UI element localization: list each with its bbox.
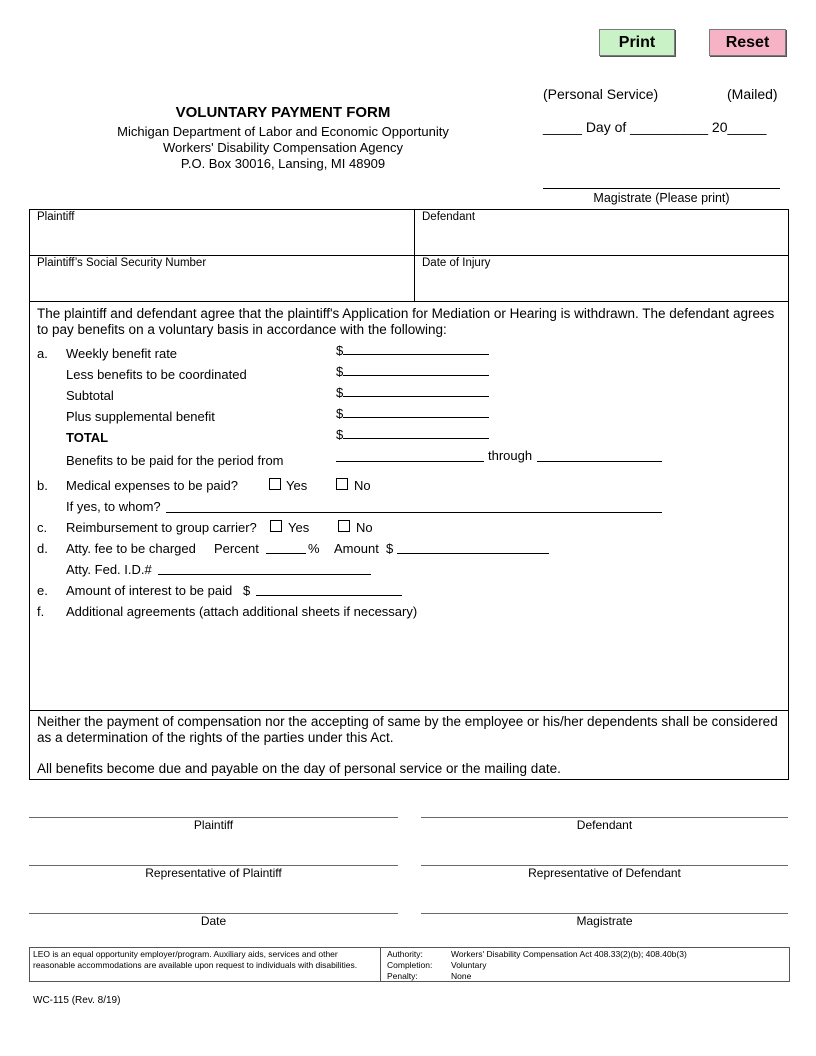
plaintiff-signature-label: Plaintiff (193, 818, 234, 832)
defendant-label: Defendant (422, 211, 476, 223)
additional-agreements-label: Additional agreements (attach additional sheets if necessary) (66, 604, 418, 619)
less-benefits-field[interactable] (336, 363, 489, 379)
subtotal-label: Subtotal (66, 388, 114, 403)
item-e-letter: e. (37, 583, 48, 598)
reimbursement-no-label: No (356, 520, 373, 535)
medical-yes-checkbox[interactable] (269, 478, 281, 490)
atty-fee-label: Atty. fee to be charged (66, 541, 196, 556)
period-label: Benefits to be paid for the period from (66, 453, 284, 468)
item-a-letter: a. (37, 346, 48, 361)
percent-field[interactable] (266, 540, 306, 554)
agency-line-1: Michigan Department of Labor and Economic Opportunity (117, 124, 449, 139)
agency-address: P.O. Box 30016, Lansing, MI 48909 (180, 156, 386, 171)
notice-paragraph-2: All benefits become due and payable on the day of personal service or the mailing date. (37, 761, 561, 776)
weekly-benefit-field[interactable] (336, 342, 489, 358)
rep-plaintiff-signature-label: Representative of Plaintiff (145, 866, 282, 880)
reimbursement-no-checkbox[interactable] (338, 520, 350, 532)
dollar-sign: $ (336, 385, 344, 400)
plaintiff-label: Plaintiff (37, 211, 75, 223)
date-signature-label: Date (200, 914, 227, 928)
medical-no-checkbox[interactable] (336, 478, 348, 490)
item-f-letter: f. (37, 604, 45, 619)
dollar-sign: $ (336, 364, 344, 379)
defendant-cell[interactable] (414, 209, 789, 256)
medical-yes-label: Yes (286, 478, 308, 493)
form-title: VOLUNTARY PAYMENT FORM (175, 104, 391, 121)
item-b-letter: b. (37, 478, 48, 493)
penalty-label: Penalty: (387, 971, 418, 981)
reset-button[interactable]: Reset (709, 29, 786, 56)
rep-defendant-signature-label: Representative of Defendant (528, 866, 681, 880)
to-whom-field[interactable] (166, 499, 662, 513)
defendant-signature-label: Defendant (576, 818, 633, 832)
day-of-field[interactable]: _____ Day of __________ 20_____ (543, 119, 767, 135)
subtotal-field[interactable] (336, 384, 489, 400)
plaintiff-cell[interactable] (29, 209, 415, 256)
footer-divider (380, 947, 381, 982)
completion-value: Voluntary (451, 960, 487, 970)
medical-no-label: No (354, 478, 371, 493)
less-benefits-label: Less benefits to be coordinated (66, 367, 247, 382)
medical-expenses-label: Medical expenses to be paid? (66, 478, 239, 493)
print-button[interactable]: Print (599, 29, 675, 56)
interest-field[interactable] (256, 582, 402, 596)
date-of-injury-label: Date of Injury (422, 257, 491, 269)
weekly-benefit-label: Weekly benefit rate (66, 346, 178, 361)
percent-sign: % (308, 541, 320, 556)
eeo-statement: LEO is an equal opportunity employer/program. Auxiliary aids, services and other reasonable accommodations are available upon request to individuals with disabilities. (33, 949, 358, 970)
period-from-field[interactable] (336, 448, 484, 462)
atty-fed-id-field[interactable] (158, 561, 371, 575)
authority-value: Workers' Disability Compensation Act 408.33(2)(b); 408.40b(3) (451, 949, 687, 959)
penalty-value: None (451, 971, 472, 981)
through-label: through (488, 448, 533, 463)
reimbursement-yes-label: Yes (288, 520, 310, 535)
dollar-sign: $ (336, 343, 344, 358)
atty-amount-label: Amount $ (334, 541, 394, 556)
total-field[interactable] (336, 426, 489, 442)
magistrate-signature-label: Magistrate (576, 914, 633, 928)
ssn-cell[interactable] (29, 255, 415, 302)
ssn-label: Plaintiff’s Social Security Number (37, 257, 207, 269)
completion-label: Completion: (387, 960, 433, 970)
dollar-sign: $ (336, 427, 344, 442)
to-whom-label: If yes, to whom? (66, 499, 161, 514)
interest-label: Amount of interest to be paid $ (66, 583, 251, 598)
mailed-label: (Mailed) (727, 86, 778, 102)
authority-label: Authority: (387, 949, 423, 959)
reimbursement-label: Reimbursement to group carrier? (66, 520, 257, 535)
dollar-sign: $ (336, 406, 344, 421)
magistrate-name-line[interactable] (543, 188, 780, 189)
supplemental-label: Plus supplemental benefit (66, 409, 215, 424)
personal-service-label: (Personal Service) (543, 86, 659, 102)
reimbursement-yes-checkbox[interactable] (270, 520, 282, 532)
atty-fed-id-label: Atty. Fed. I.D.# (66, 562, 152, 577)
magistrate-print-label: Magistrate (Please print) (593, 191, 730, 205)
percent-label: Percent (214, 541, 259, 556)
total-label: TOTAL (66, 430, 109, 445)
notice-paragraph-1: Neither the payment of compensation nor the accepting of same by the employee or his/her dependents shall be considered as a determination of the rights of the parties under this Act. (37, 714, 778, 745)
item-c-letter: c. (37, 520, 48, 535)
agreement-intro: The plaintiff and defendant agree that the plaintiff's Application for Mediation or Hearing is withdrawn. The defendant agrees to pay benefits on a voluntary basis in accordance with the following: (37, 306, 775, 337)
form-id: WC-115 (Rev. 8/19) (33, 995, 121, 1006)
agency-line-2: Workers' Disability Compensation Agency (163, 140, 403, 155)
date-of-injury-cell[interactable] (414, 255, 789, 302)
atty-amount-field[interactable] (397, 540, 549, 554)
additional-agreements-field[interactable] (36, 624, 782, 706)
period-through-field[interactable] (537, 448, 662, 462)
supplemental-field[interactable] (336, 405, 489, 421)
item-d-letter: d. (37, 541, 48, 556)
